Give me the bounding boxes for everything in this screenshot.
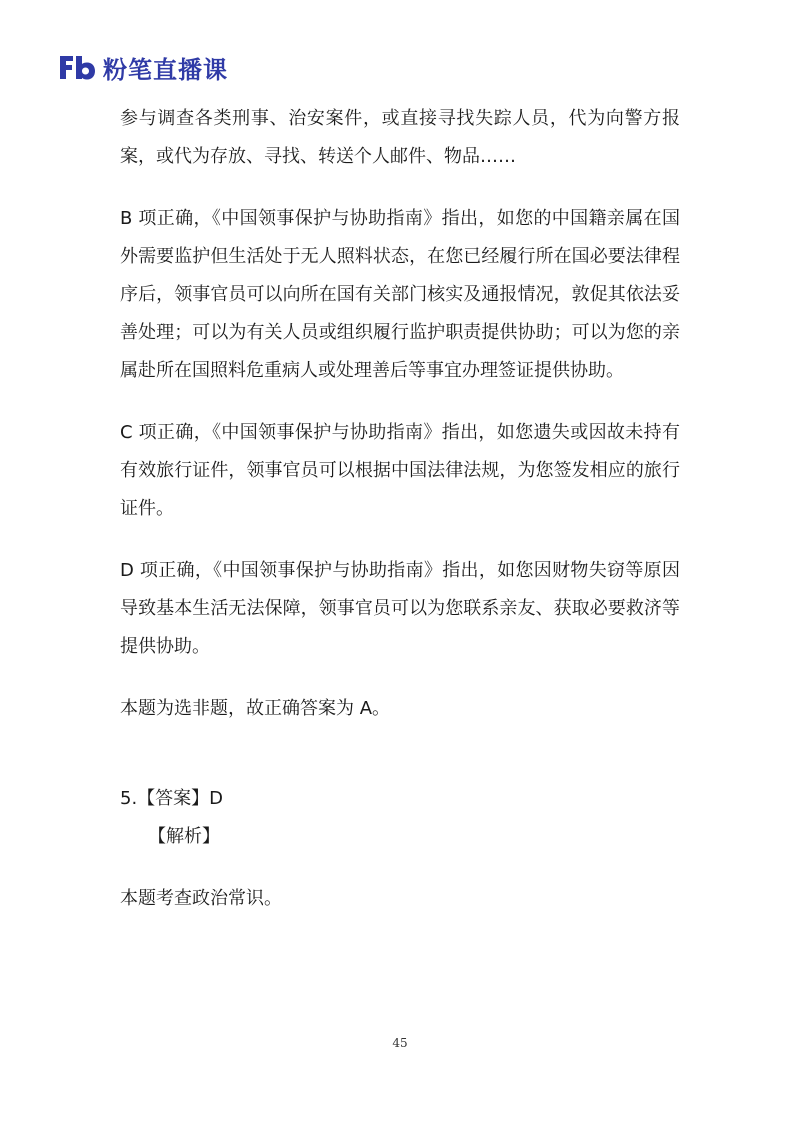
paragraph-conclusion: 本题为选非题，故正确答案为 A。 (120, 698, 391, 719)
brand-title: 粉笔直播课 (103, 55, 228, 84)
fb-logo-icon (57, 52, 97, 82)
section-spacer (120, 728, 680, 780)
question-5-answer: 5.【答案】D (120, 788, 224, 809)
page-number: 45 (392, 1036, 408, 1050)
document-body (120, 100, 680, 942)
paragraph-option-c: C 项正确，《中国领事保护与协助指南》指出，如您遗失或因故未持有有效旅行证件，领事官员可以根据中国法律法规，为您签发相应的旅行证件。 (120, 422, 680, 519)
page-header (57, 51, 228, 83)
paragraph-continuation: 参与调查各类刑事、治安案件，或直接寻找失踪人员，代为向警方报案，或代为存放、寻找、转送个人邮件、物品…… (120, 108, 680, 167)
paragraph-option-d: D 项正确，《中国领事保护与协助指南》指出，如您因财物失窃等原因导致基本生活无法保障，领事官员可以为您联系亲友、获取必要救济等提供协助。 (120, 560, 680, 657)
question-5-analysis-label: 【解析】 (148, 826, 220, 847)
question-5-paragraph: 本题考查政治常识。 (120, 888, 282, 909)
paragraph-option-b: B 项正确，《中国领事保护与协助指南》指出，如您的中国籍亲属在国外需要监护但生活处于无人照料状态，在您已经履行所在国必要法律程序后，领事官员可以向所在国有关部门核实及通报情况，敦促其依法妥善处理；可以为有关人员或组织履行监护职责提供协助；可以为您的亲属赴所在国照料危重病人或处理善后等事宜办理签证提供协助。 (120, 208, 680, 381)
